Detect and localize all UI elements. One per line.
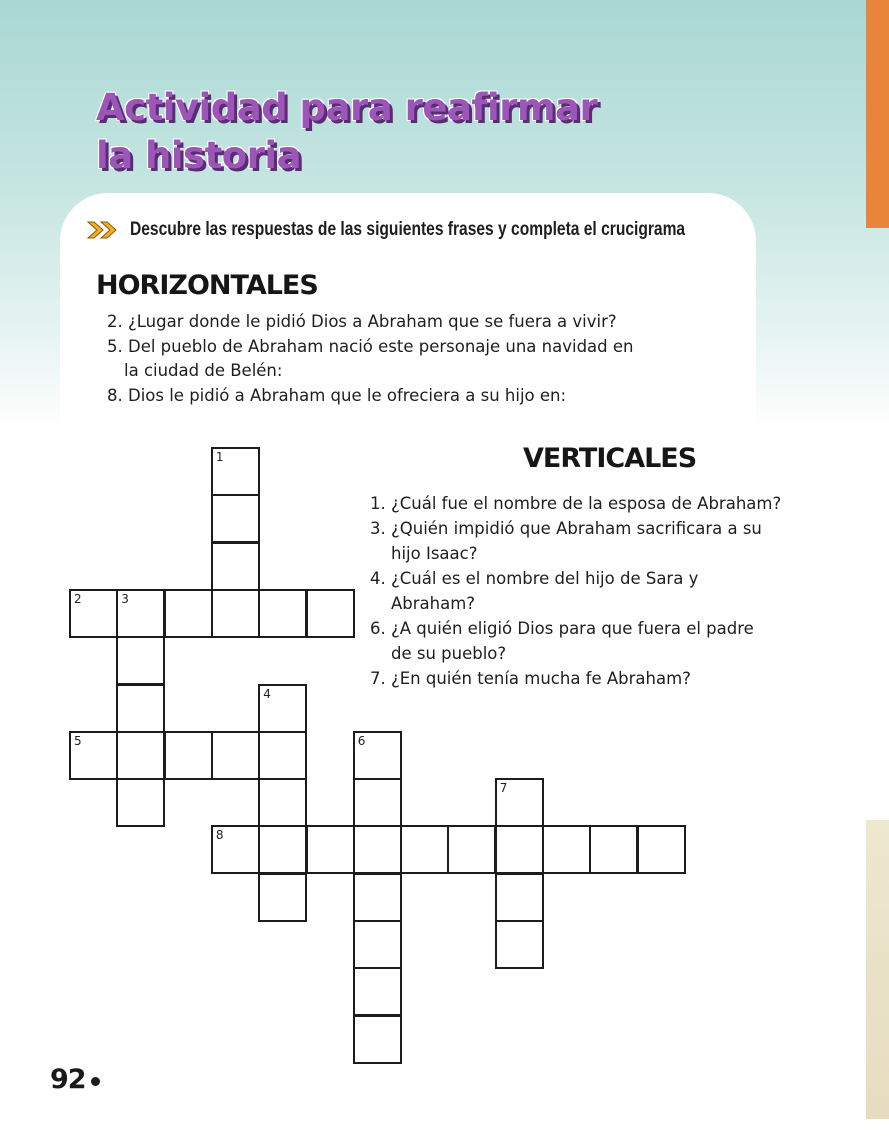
title-line-2: la historia: [96, 134, 302, 177]
crossword-cell[interactable]: [258, 589, 307, 638]
crossword-cell[interactable]: [211, 447, 260, 496]
crossword-cell[interactable]: [116, 778, 165, 827]
crossword-cell[interactable]: [306, 825, 355, 874]
clue-vertical-6: 6. ¿A quién eligió Dios para que fuera el padre: [370, 619, 754, 638]
crossword-cell[interactable]: [258, 778, 307, 827]
crossword-cell[interactable]: [353, 825, 402, 874]
page-number-dot: [91, 1077, 100, 1086]
crossword-cell[interactable]: [495, 778, 544, 827]
crossword-cell[interactable]: [211, 589, 260, 638]
crossword-cell[interactable]: [495, 920, 544, 969]
side-tab-accent: [866, 0, 889, 228]
page-title: [96, 84, 597, 180]
crossword-cell[interactable]: [353, 1015, 402, 1064]
crossword-cell[interactable]: [211, 494, 260, 543]
crossword-clue-number: 1: [215, 450, 224, 464]
crossword-cell[interactable]: [164, 731, 213, 780]
clue-vertical-1: 1. ¿Cuál fue el nombre de la esposa de Abraham?: [370, 494, 782, 513]
crossword-cell[interactable]: [495, 825, 544, 874]
clue-horizontal-5: 5. Del pueblo de Abraham nació este personaje una navidad en: [107, 337, 634, 356]
crossword-cell[interactable]: [353, 731, 402, 780]
verticales-heading: VERTICALES: [523, 443, 697, 474]
crossword-cell[interactable]: [69, 731, 118, 780]
horizontales-heading: HORIZONTALES: [96, 270, 318, 301]
crossword-clue-number: 2: [74, 591, 82, 606]
crossword-cell[interactable]: [116, 589, 165, 638]
clue-vertical-3-cont: hijo Isaac?: [391, 544, 478, 563]
crossword-cell[interactable]: [116, 636, 165, 685]
crossword-cell[interactable]: [258, 684, 307, 733]
crossword-cell[interactable]: [164, 589, 213, 638]
crossword-clue-number: 8: [215, 828, 224, 843]
crossword-cell[interactable]: [211, 825, 260, 874]
crossword-clue-number: 5: [74, 733, 82, 748]
crossword-cell[interactable]: [258, 731, 307, 780]
crossword-cell[interactable]: [542, 825, 591, 874]
title-line-1: Actividad para reafirmar: [96, 86, 598, 129]
crossword-cell[interactable]: [353, 967, 402, 1016]
clue-vertical-3: 3. ¿Quién impidió que Abraham sacrificara a su: [370, 519, 762, 538]
crossword-cell[interactable]: [211, 731, 260, 780]
clue-vertical-7: 7. ¿En quién tenía mucha fe Abraham?: [370, 669, 691, 688]
clue-horizontal-8: 8. Dios le pidió a Abraham que le ofreciera a su hijo en:: [107, 386, 567, 405]
crossword-clue-number: 4: [263, 686, 271, 701]
crossword-cell[interactable]: [258, 825, 307, 874]
clue-horizontal-2: 2. ¿Lugar donde le pidió Dios a Abraham que se fuera a vivir?: [107, 312, 617, 331]
crossword-cell[interactable]: [400, 825, 449, 874]
crossword-cell[interactable]: [69, 589, 118, 638]
crossword-cell[interactable]: [306, 589, 355, 638]
instruction-text: Descubre las respuestas de las siguientes frases y completa el crucigrama: [130, 219, 686, 240]
side-page-edge: [866, 820, 889, 1119]
crossword-cell[interactable]: [258, 873, 307, 922]
crossword-cell[interactable]: [495, 873, 544, 922]
clue-vertical-4-cont: Abraham?: [391, 594, 476, 613]
clue-horizontal-5-cont: la ciudad de Belén:: [124, 361, 283, 380]
crossword-cell[interactable]: [353, 920, 402, 969]
crossword-cell[interactable]: [211, 542, 260, 591]
crossword-clue-number: 7: [499, 781, 508, 796]
crossword-clue-number: 6: [357, 733, 366, 748]
crossword-cell[interactable]: [116, 731, 165, 780]
crossword-cell[interactable]: [589, 825, 638, 874]
instruction-row: [86, 219, 807, 241]
crossword-cell[interactable]: [353, 873, 402, 922]
clue-vertical-6-cont: de su pueblo?: [391, 644, 507, 663]
clue-vertical-4: 4. ¿Cuál es el nombre del hijo de Sara y: [370, 569, 699, 588]
page-number: 92: [50, 1064, 86, 1095]
crossword-cell[interactable]: [353, 778, 402, 827]
crossword-cell[interactable]: [637, 825, 686, 874]
crossword-cell[interactable]: [116, 684, 165, 733]
double-chevron-right-icon: [86, 220, 120, 240]
crossword-cell[interactable]: [447, 825, 496, 874]
crossword-clue-number: 3: [121, 591, 129, 606]
